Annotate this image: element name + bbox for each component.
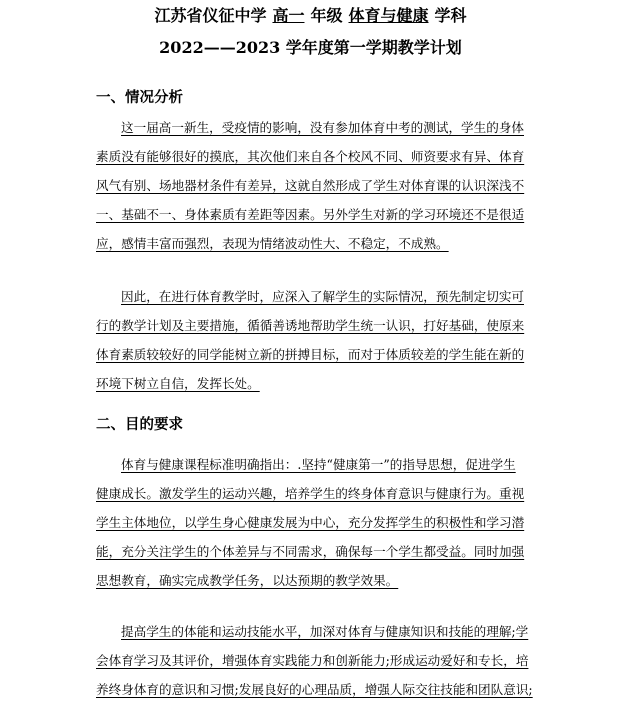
paragraph-line: 健康成长。激发学生的运动兴趣，培养学生的终身体育意识与健康行为。重视 — [96, 486, 525, 501]
paragraph-line: 体育与健康课程标准明确指出：.坚持“健康第一”的指导思想，促进学生 — [121, 457, 516, 472]
paragraph-line: 因此，在进行体育教学时，应深入了解学生的实际情况，预先制定切实可 — [121, 289, 524, 304]
plan-title: 2022——2023 学年度第一学期教学计划 — [159, 38, 462, 57]
paragraph-line: 素质没有能够很好的摸底，其次他们来自各个校风不同、师资要求有异、体育 — [96, 149, 525, 164]
subject-suffix: 学科 — [434, 6, 467, 25]
paragraph-situation-1 — [96, 113, 536, 258]
paragraph-line: 体育素质较较好的同学能树立新的拼搏目标，而对于体质较差的学生能在新的 — [96, 347, 525, 362]
section-heading-goals: 二、目的要求 — [96, 416, 183, 433]
paragraph-line: 这一届高一新生，受疫情的影响，没有参加体育中考的测试，学生的身体 — [121, 120, 524, 135]
paragraph-line: 一、基础不一、身体素质有差距等因素。另外学生对新的学习环境还不是很适 — [96, 207, 525, 222]
paragraph-line: 环境下树立自信，发挥长处。 — [96, 376, 260, 391]
paragraph-goals-2 — [96, 617, 536, 704]
subject-value: 体育与健康 — [348, 6, 429, 25]
paragraph-line: 提高学生的体能和运动技能水平，加深对体育与健康知识和技能的理解;学 — [121, 624, 529, 639]
section-heading-situation: 一、情况分析 — [96, 89, 183, 106]
paragraph-line: 行的教学计划及主要措施，循循善诱地帮助学生统一认识，打好基础，使原来 — [96, 318, 525, 333]
paragraph-line: 思想教育，确实完成教学任务，以达预期的教学效果。 — [96, 573, 399, 588]
grade-suffix: 年级 — [310, 6, 343, 25]
grade-value: 高一 — [272, 6, 305, 25]
paragraph-line: 会体育学习及其评价，增强体育实践能力和创新能力;形成运动爱好和专长，培 — [96, 653, 529, 668]
paragraph-goals-1 — [96, 450, 536, 595]
paragraph-line: 风气有别、场地器材条件有差异，这就自然形成了学生对体育课的认识深浅不 — [96, 178, 525, 193]
header-school-line — [0, 6, 621, 26]
school-name: 江苏省仪征中学 — [154, 6, 267, 25]
paragraph-line: 应，感情丰富而强烈，表现为情绪波动性大、不稳定，不成熟。 — [96, 236, 449, 251]
paragraph-line: 学生主体地位，以学生身心健康发展为中心，充分发挥学生的积极性和学习潜 — [96, 515, 525, 530]
paragraph-line: 养终身体育的意识和习惯;发展良好的心理品质，增强人际交往技能和团队意识; — [96, 682, 533, 697]
paragraph-situation-2 — [96, 282, 536, 398]
paragraph-line: 能，充分关注学生的个体差异与不同需求，确保每一个学生都受益。同时加强 — [96, 544, 525, 559]
